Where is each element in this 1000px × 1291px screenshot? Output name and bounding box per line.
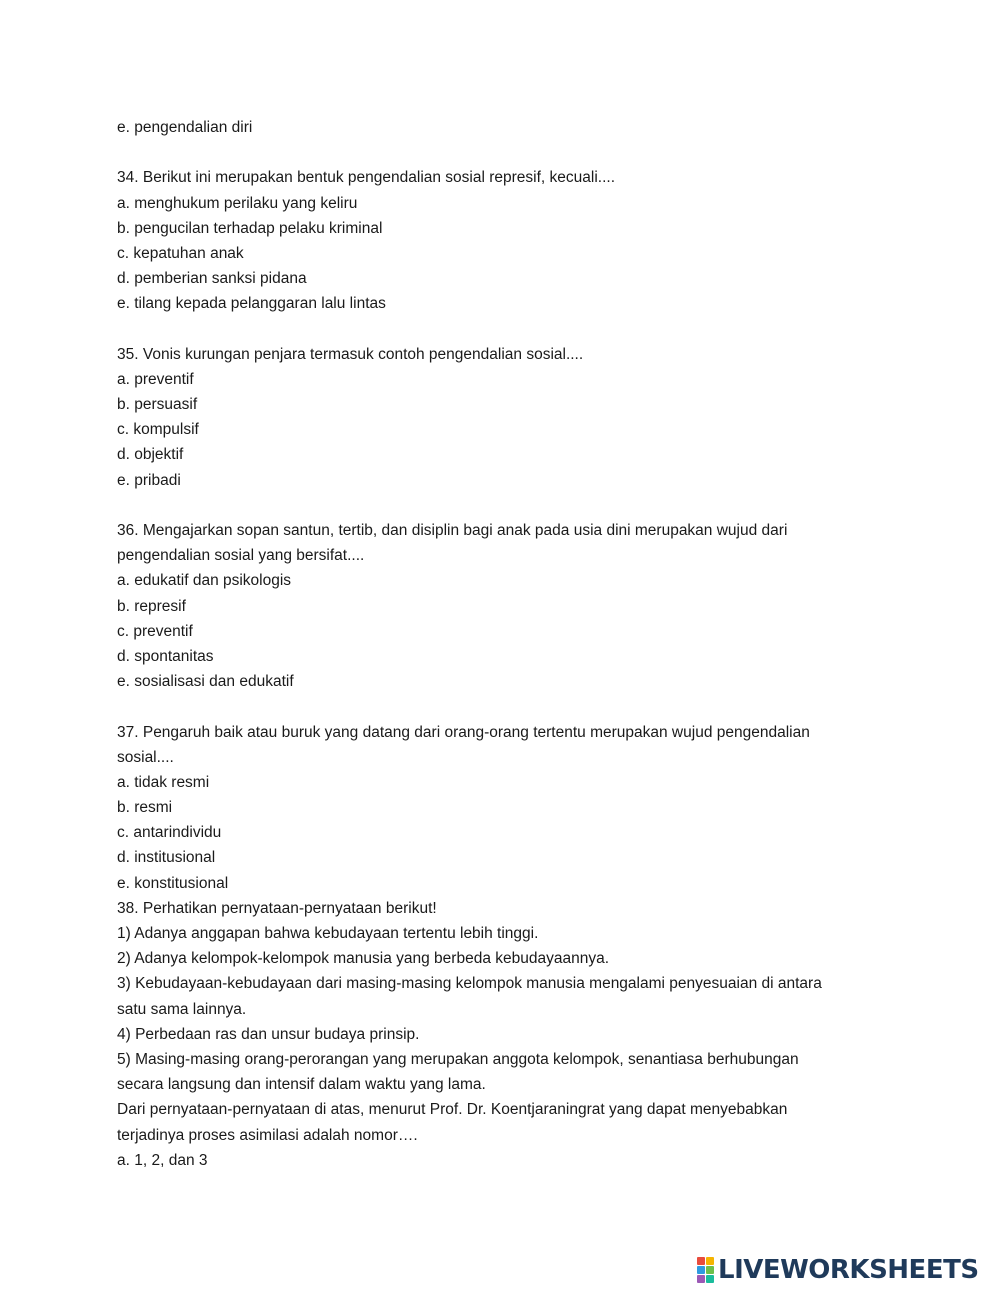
q36-option-a: a. edukatif dan psikologis <box>117 572 292 590</box>
q37-option-b: b. resmi <box>117 799 173 817</box>
q36-option-d: d. spontanitas <box>117 647 214 665</box>
logo-grid-icon <box>697 1257 714 1283</box>
q38-statement-2: 2) Adanya kelompok-kelompok manusia yang berbeda kebudayaannya. <box>117 950 610 968</box>
q34-option-e: e. tilang kepada pelanggaran lalu lintas <box>117 295 386 313</box>
q38-statement-3-line-1: 3) Kebudayaan-kebudayaan dari masing-masing kelompok manusia mengalami penyesuaian di antara <box>117 975 822 993</box>
q36-option-c: c. preventif <box>117 622 193 640</box>
q34-option-d: d. pemberian sanksi pidana <box>117 270 307 288</box>
q38-statement-4: 4) Perbedaan ras dan unsur budaya prinsip. <box>117 1025 420 1043</box>
q36-question-line-2: pengendalian sosial yang bersifat.... <box>117 547 365 565</box>
q35-question: 35. Vonis kurungan penjara termasuk contoh pengendalian sosial.... <box>117 345 584 363</box>
liveworksheets-logo <box>697 1255 979 1285</box>
q33-option-e: e. pengendalian diri <box>117 119 253 136</box>
q34-option-b: b. pengucilan terhadap pelaku kriminal <box>117 219 383 237</box>
q36-option-e: e. sosialisasi dan edukatif <box>117 673 294 691</box>
q35-option-d: d. objektif <box>117 446 184 464</box>
q37-option-a: a. tidak resmi <box>117 773 210 791</box>
q38-prompt-line-2: terjadinya proses asimilasi adalah nomor…. <box>117 1126 418 1144</box>
q35-option-c: c. kompulsif <box>117 421 199 439</box>
q35-option-a: a. preventif <box>117 370 194 388</box>
logo-square <box>706 1266 714 1274</box>
q38-statement-1: 1) Adanya anggapan bahwa kebudayaan tertentu lebih tinggi. <box>117 925 539 942</box>
logo-square <box>706 1275 714 1283</box>
q36-option-b: b. represif <box>117 597 186 615</box>
q38-option-a: a. 1, 2, dan 3 <box>117 1151 208 1169</box>
q37-option-e: e. konstitusional <box>117 874 229 892</box>
q37-option-c: c. antarindividu <box>117 824 222 842</box>
logo-square <box>697 1257 705 1265</box>
q37-question-line-1: 37. Pengaruh baik atau buruk yang datang dari orang-orang tertentu merupakan wujud pengendalian <box>117 723 810 741</box>
logo-text: LIVEWORKSHEETS <box>718 1255 979 1285</box>
q37-option-d: d. institusional <box>117 849 216 867</box>
q38-statement-5-line-2: secara langsung dan intensif dalam waktu yang lama. <box>117 1076 486 1094</box>
q34-question: 34. Berikut ini merupakan bentuk pengendalian sosial represif, kecuali.... <box>117 169 616 187</box>
q38-question: 38. Perhatikan pernyataan-pernyataan berikut! <box>117 899 437 917</box>
q38-prompt-line-1: Dari pernyataan-pernyataan di atas, menurut Prof. Dr. Koentjaraningrat yang dapat menyebabkan <box>117 1101 788 1119</box>
q36-question-line-1: 36. Mengajarkan sopan santun, tertib, dan disiplin bagi anak pada usia dini merupakan wujud dari <box>117 522 788 539</box>
logo-square <box>706 1257 714 1265</box>
logo-square <box>697 1275 705 1283</box>
q35-option-e: e. pribadi <box>117 471 181 489</box>
q34-option-a: a. menghukum perilaku yang keliru <box>117 194 358 212</box>
logo-square <box>697 1266 705 1274</box>
q34-option-c: c. kepatuhan anak <box>117 244 244 262</box>
worksheet-page <box>117 115 877 1173</box>
q35-option-b: b. persuasif <box>117 396 198 414</box>
q38-statement-5-line-1: 5) Masing-masing orang-perorangan yang merupakan anggota kelompok, senantiasa berhubungan <box>117 1050 799 1068</box>
q38-statement-3-line-2: satu sama lainnya. <box>117 1000 247 1018</box>
q37-question-line-2: sosial.... <box>117 748 174 766</box>
